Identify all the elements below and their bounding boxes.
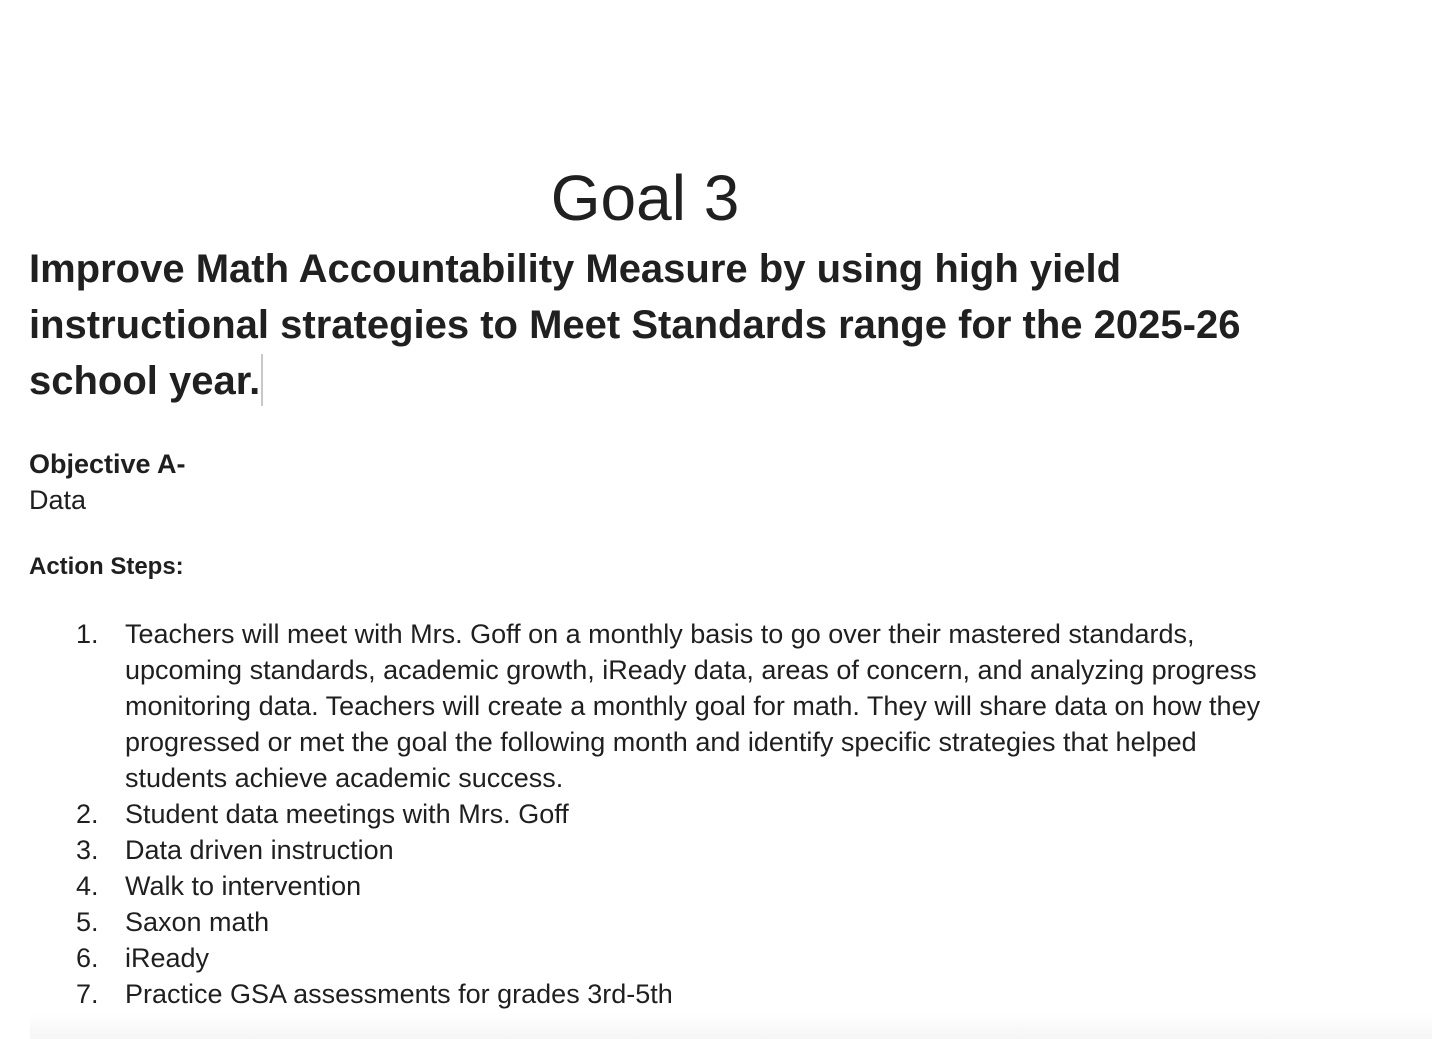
list-number: 6. xyxy=(76,943,99,973)
goal-statement[interactable] xyxy=(29,241,1289,409)
action-steps-label: Action Steps: xyxy=(29,553,184,580)
action-step-7 xyxy=(0,976,1290,1012)
list-item-text: Data driven instruction xyxy=(125,835,394,865)
goal-statement-text: Improve Math Accountability Measure by using high yield instructional strategies to Meet Standards range for the 2025-26 school year. xyxy=(29,247,1241,403)
text-cursor xyxy=(261,354,263,406)
action-step-2 xyxy=(0,796,1290,832)
list-item-text: Saxon math xyxy=(125,907,270,937)
goal-title: Goal 3 xyxy=(550,162,740,234)
page-bottom-shadow xyxy=(30,1013,1432,1039)
list-number: 3. xyxy=(76,835,99,865)
list-item-text: Practice GSA assessments for grades 3rd-5th xyxy=(125,979,673,1009)
list-item-text: Student data meetings with Mrs. Goff xyxy=(125,799,569,829)
list-number: 4. xyxy=(76,871,99,901)
action-step-4 xyxy=(0,868,1290,904)
action-step-1 xyxy=(0,616,1290,796)
list-item-text: Teachers will meet with Mrs. Goff on a monthly basis to go over their mastered standards, upcoming standards, academic growth, iReady data, areas of concern, and analyzing progress monitoring data. Teachers will create a monthly goal for math. They will share data on how they progressed or met the goal the following month and identify specific strategies that helped students achieve academic success. xyxy=(125,619,1261,793)
objective-value: Data xyxy=(29,485,87,515)
action-step-5 xyxy=(0,904,1290,940)
list-number: 1. xyxy=(76,619,99,649)
list-item-text: Walk to intervention xyxy=(125,871,362,901)
list-number: 7. xyxy=(76,979,99,1009)
list-number: 2. xyxy=(76,799,99,829)
list-number: 5. xyxy=(76,907,99,937)
objective-label: Objective A- xyxy=(29,449,186,479)
action-steps-list xyxy=(0,616,1290,1012)
list-item-text: iReady xyxy=(125,943,210,973)
action-step-3 xyxy=(0,832,1290,868)
action-step-6 xyxy=(0,940,1290,976)
